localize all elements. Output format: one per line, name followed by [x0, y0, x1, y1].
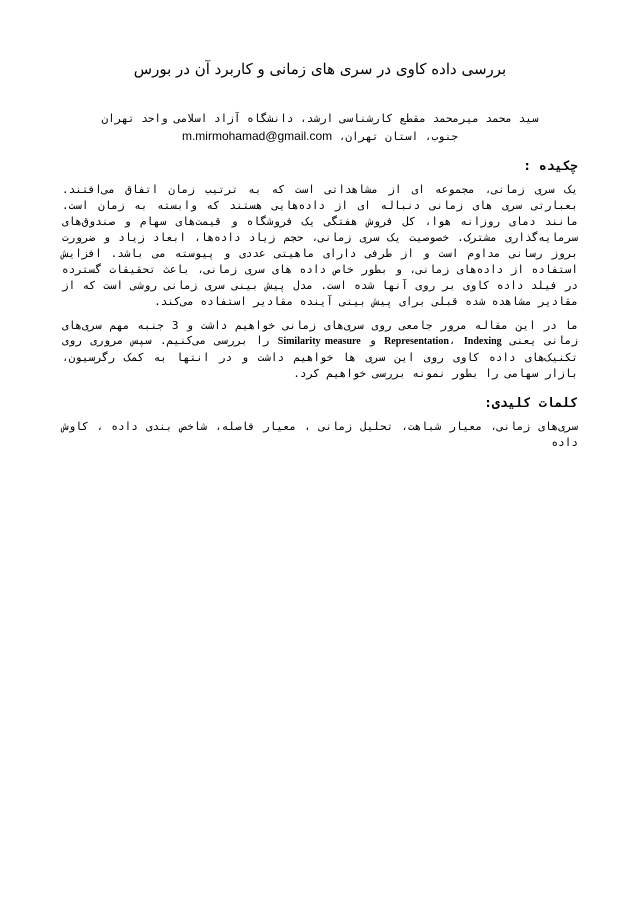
abstract-paragraph-2 — [62, 318, 578, 382]
abstract-section — [62, 159, 578, 382]
author-email: m.mirmohamad@gmail.com — [181, 128, 333, 143]
paper-page — [62, 60, 578, 451]
abstract-paragraph-1: یک سری زمانی، مجموعه ای از مشاهداتی است که به ترتیب زمان اتفاق می‌افتند. بعبارتی سری های زمانی دنباله ای از داده‌هایی هستند که وابسته به زمان است. مانند دمای روزانه هوا، کل فروش هفتگی یک فروشگاه و قیمت‌های سهام و صندوق‌های سرمایه‌گذاری مشترک. خصوصیت یک سری زمانی، حجم زیاد داده‌ها، ابعاد زیاد و ضرورت بروز رسانی مداوم است و از طرفی دارای ماهیتی عددی و پیوسته می باشد. افزایش استفاده از داده‌های زمانی، و بطور خاص داده های سری زمانی، باعث تحقیقات گسترده در فیلد داده کاوی بر روی آنها شده است. مدل پیش بینی سری زمانی روشی است که از مقادیر مشاهده شده قبلی برای پیش بینی آینده مقادیر استفاده می‌کند. — [62, 183, 578, 308]
term-separator: ، — [448, 334, 456, 348]
author-block — [62, 110, 578, 146]
paper-title: بررسی داده کاوی در سری های زمانی و کاربرد آن در بورس — [133, 60, 507, 78]
author-affiliation-line1: سید محمد میرمحمد مقطع کارشناسی ارشد، دانشگاه آزاد اسلامی واحد تهران — [101, 111, 539, 125]
abstract-paragraph-2-intro: ما در این مقاله مرور جامعی روی سری‌های زمانی خواهیم داشت و 3 جنبه مهم سری‌های زمانی یعنی — [62, 318, 579, 348]
term-indexing: Indexing — [463, 336, 502, 348]
term-similarity-measure: Similarity measure — [277, 336, 361, 348]
keywords-text: سری‌های زمانی، معیار شباهت، تحلیل زمانی ، معیار فاصله، شاخص بندی داده ، کاوش داده — [62, 419, 578, 449]
author-affiliation-location: جنوب، استان تهران، — [338, 129, 459, 143]
keywords-heading: کلمات کلیدی: — [484, 395, 578, 411]
term-representation: Representation — [384, 336, 449, 348]
abstract-paragraph-2-rest: را بررسی می‌کنیم. سپس مروری روی تکنیک‌های داده کاوی روی این سری ها خواهیم داشت و در انتها به کمک رگرسیون، بازار سهامی را بطور نمونه بررسی خواهیم کرد. — [62, 334, 578, 380]
keywords-section — [62, 396, 578, 451]
author-affiliation-line2 — [62, 127, 578, 146]
abstract-heading: چکیده : — [523, 159, 578, 175]
term-conjunction: و — [369, 334, 376, 348]
